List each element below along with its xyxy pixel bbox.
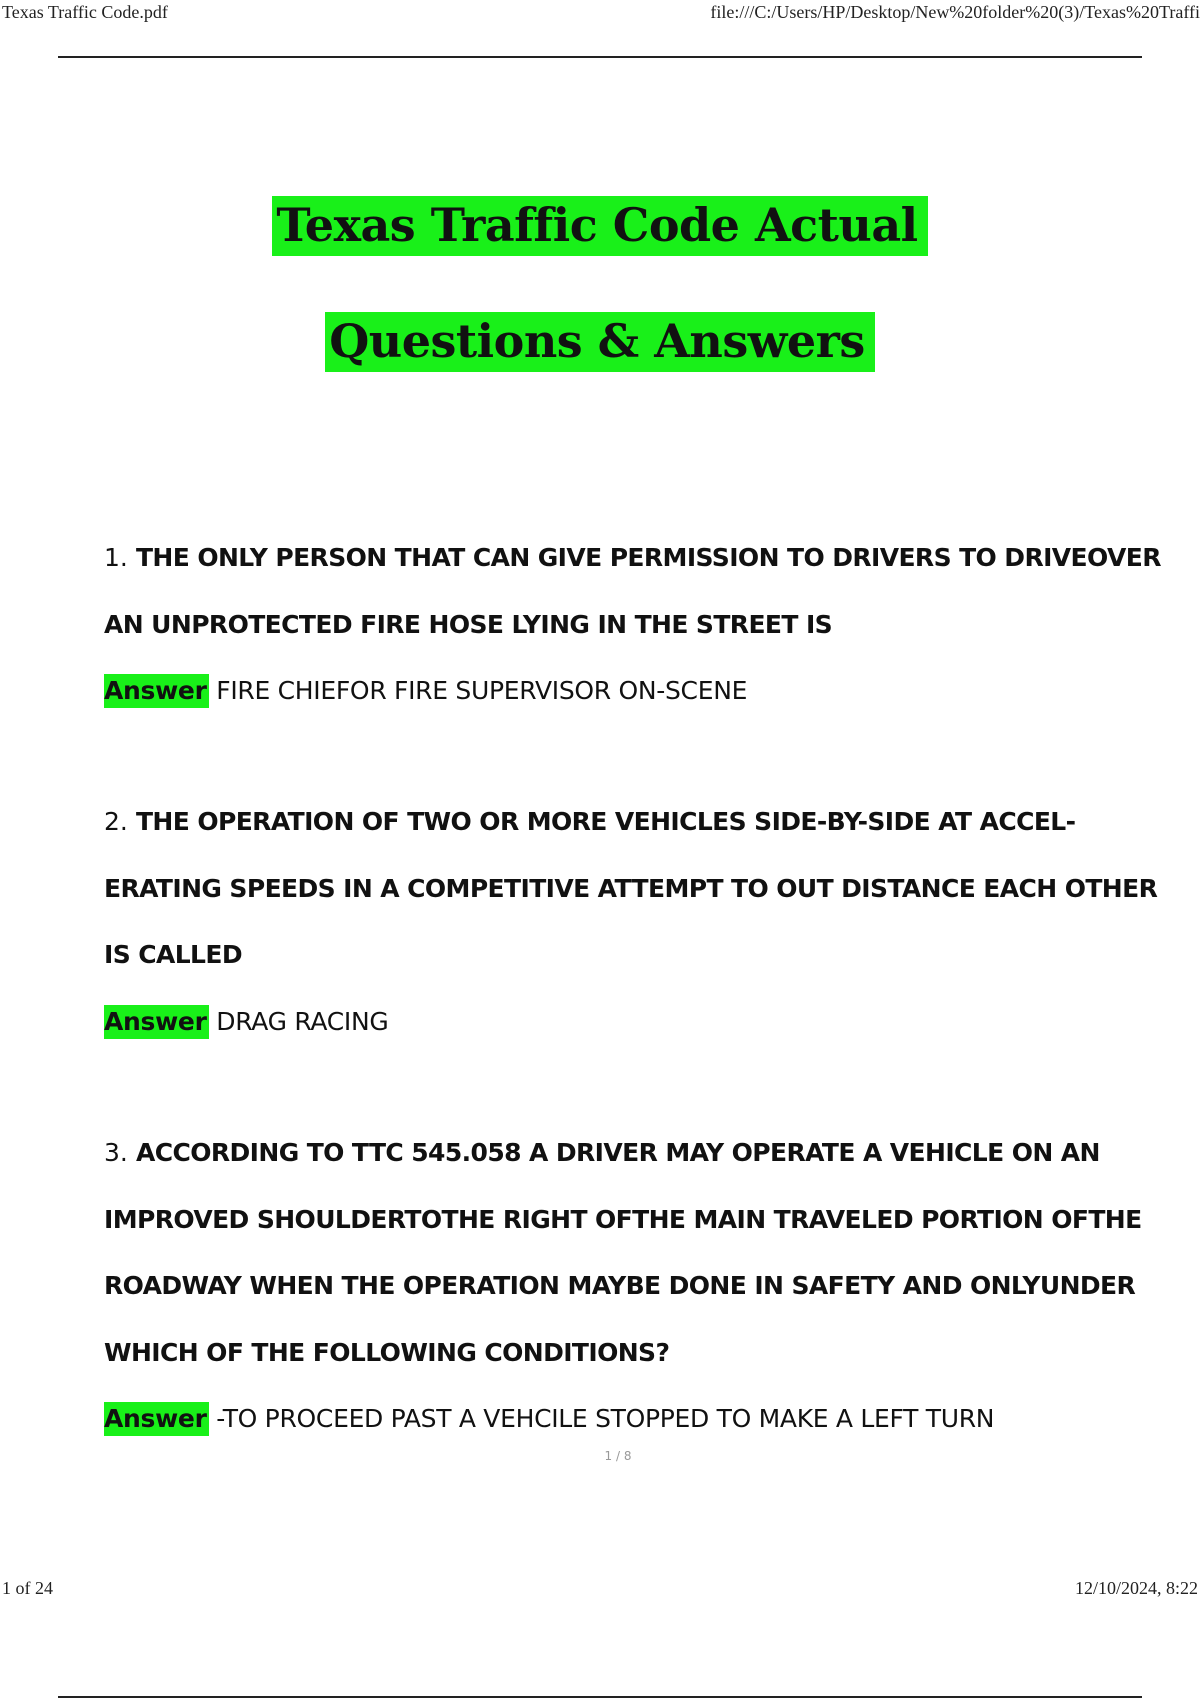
print-header-filepath: file:///C:/Users/HP/Desktop/New%20folder%20(3)/Texas%20Traffi [710,2,1200,22]
question-3-line-4 [104,1333,1134,1400]
document-title-line-1: Texas Traffic Code Actual [272,196,927,256]
page-counter: 1 / 8 [604,1449,632,1463]
print-footer-datetime: 12/10/2024, 8:22 [1074,1578,1198,1598]
answer-3-label: Answer [104,1402,209,1436]
question-2-line-3 [104,935,1134,1002]
question-2-text-line-2: ERATING SPEEDS IN A COMPETITIVE ATTEMPT TO OUT DISTANCE EACH OTHER [104,873,1158,903]
question-1-line-2 [104,605,1134,672]
question-3-line-3 [104,1266,1134,1333]
document-title-line-2: Questions & Answers [325,312,875,372]
question-2-line-1 [104,802,1134,869]
question-1-text-line-1: THE ONLY PERSON THAT CAN GIVE PERMISSION TO DRIVERS TO DRIVEOVER [135,543,1161,572]
question-1-line-1 [104,538,1161,605]
question-1-text-line-2: AN UNPROTECTED FIRE HOSE LYING IN THE STREET IS [104,609,833,639]
question-3-text-line-4: WHICH OF THE FOLLOWING CONDITIONS? [104,1337,670,1367]
question-1-number: 1. [104,543,128,572]
question-2-text-line-3: IS CALLED [104,940,242,969]
header-divider [58,56,1142,58]
answer-2-label: Answer [104,1005,209,1039]
question-2-line-2 [104,869,1158,936]
print-footer-page: 1 of 24 [2,1578,53,1598]
footer-divider [58,1696,1142,1698]
document-title-line-2-wrap [0,312,1200,372]
question-3-line-2 [104,1200,1142,1267]
question-2-text-line-1: THE OPERATION OF TWO OR MORE VEHICLES SIDE-BY-SIDE AT ACCEL- [135,807,1076,836]
answer-3 [104,1399,1134,1439]
question-3-text-line-2: IMPROVED SHOULDERTOTHE RIGHT OFTHE MAIN TRAVELED PORTION OFTHE [104,1204,1142,1234]
question-block-2 [104,802,1158,1042]
print-header-filename: Texas Traffic Code.pdf [2,2,168,22]
question-2-number: 2. [104,807,128,836]
answer-1-label: Answer [104,674,209,708]
question-3-text-line-3: ROADWAY WHEN THE OPERATION MAYBE DONE IN SAFETY AND ONLYUNDER [104,1271,1136,1300]
answer-1 [104,671,1134,711]
answer-3-text: -TO PROCEED PAST A VEHCILE STOPPED TO MAKE A LEFT TURN [216,1404,995,1433]
question-block-1 [104,538,1161,711]
question-3-line-1 [104,1133,1134,1200]
question-3-text-line-1: ACCORDING TO TTC 545.058 A DRIVER MAY OPERATE A VEHICLE ON AN [135,1138,1100,1167]
answer-2 [104,1002,1134,1042]
answer-1-text: FIRE CHIEFOR FIRE SUPERVISOR ON-SCENE [216,676,748,705]
answer-2-text: DRAG RACING [216,1006,389,1036]
question-block-3 [104,1133,1142,1439]
question-3-number: 3. [104,1138,128,1167]
document-title-line-1-wrap [0,196,1200,256]
